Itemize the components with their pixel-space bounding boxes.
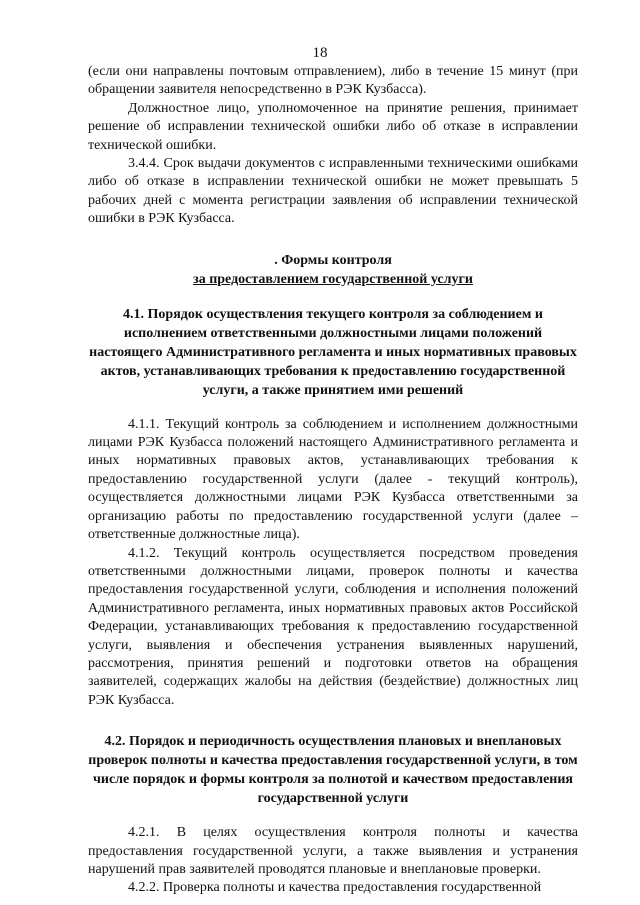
- paragraph-3-4-4: 3.4.4. Срок выдачи документов с исправленными техническими ошибками либо об отказе в исправлении технической ошибки не может превышать 5 рабочих дней с момента регистрации заявления об исправлении технической ошибки в РЭК Кузбасса.: [88, 156, 578, 227]
- document-body: [88, 63, 578, 898]
- paragraph-official-decision: Должностное лицо, уполномоченное на принятие решения, принимает решение об исправлении технической ошибки либо об отказе в исправлении технической ошибки.: [88, 100, 578, 153]
- subsection-4-1-heading: 4.1. Порядок осуществления текущего контроля за соблюдением и исполнением ответственными должностными лицами положений настоящего Административного регламента и иных нормативных правовых актов, устанавливающих требования к предоставлению государственной услуги, а также принятием ими решений: [89, 306, 577, 398]
- section-4-heading: [88, 251, 578, 289]
- paragraph-continuation: (если они направлены почтовым отправлением), либо в течение 15 минут (при обращении заявителя непосредственно в РЭК Кузбасса).: [88, 64, 578, 98]
- paragraph-4-1-2: 4.1.2. Текущий контроль осуществляется посредством проведения ответственными должностными лицами, проверок полноты и качества предоставления государственной услуги, соблюдения и исполнения положений Административного регламента, иных нормативных правовых актов Российской Федерации, устанавливающих требования к предоставлению государственной услуги, выявления и обеспечения устранения выявленных нарушений, рассмотрения, принятия решений и подготовки ответов на обращения заявителей, содержащих жалобы на действия (бездействие) должностных лиц РЭК Кузбасса.: [88, 545, 578, 708]
- paragraph-4-1-1: 4.1.1. Текущий контроль за соблюдением и исполнением должностными лицами РЭК Кузбасса положений настоящего Административного регламента и иных нормативных правовых актов, устанавливающих требования к предоставлению государственной услуги (далее - текущий контроль), осуществляется должностными лицами РЭК Кузбасса ответственными за организацию работы по предоставлению государственной услуги (далее – ответственные должностные лица).: [88, 416, 578, 543]
- subsection-4-2-heading: 4.2. Порядок и периодичность осуществления плановых и внеплановых проверок полноты и качества предоставления государственной услуги, в том числе порядок и формы контроля за полнотой и качеством предоставления государственной услуги: [88, 734, 578, 807]
- section-4-subtitle: за предоставлением государственной услуги: [193, 271, 473, 287]
- paragraph-4-2-2: 4.2.2. Проверка полноты и качества предоставления государственной: [128, 880, 542, 896]
- paragraph-4-2-1: 4.2.1. В целях осуществления контроля полноты и качества предоставления государственной услуги, а также выявления и устранения нарушений прав заявителей проводятся плановые и внеплановые проверки.: [88, 825, 578, 877]
- page-number: 18: [312, 45, 328, 61]
- section-4-title: . Формы контроля: [274, 252, 392, 268]
